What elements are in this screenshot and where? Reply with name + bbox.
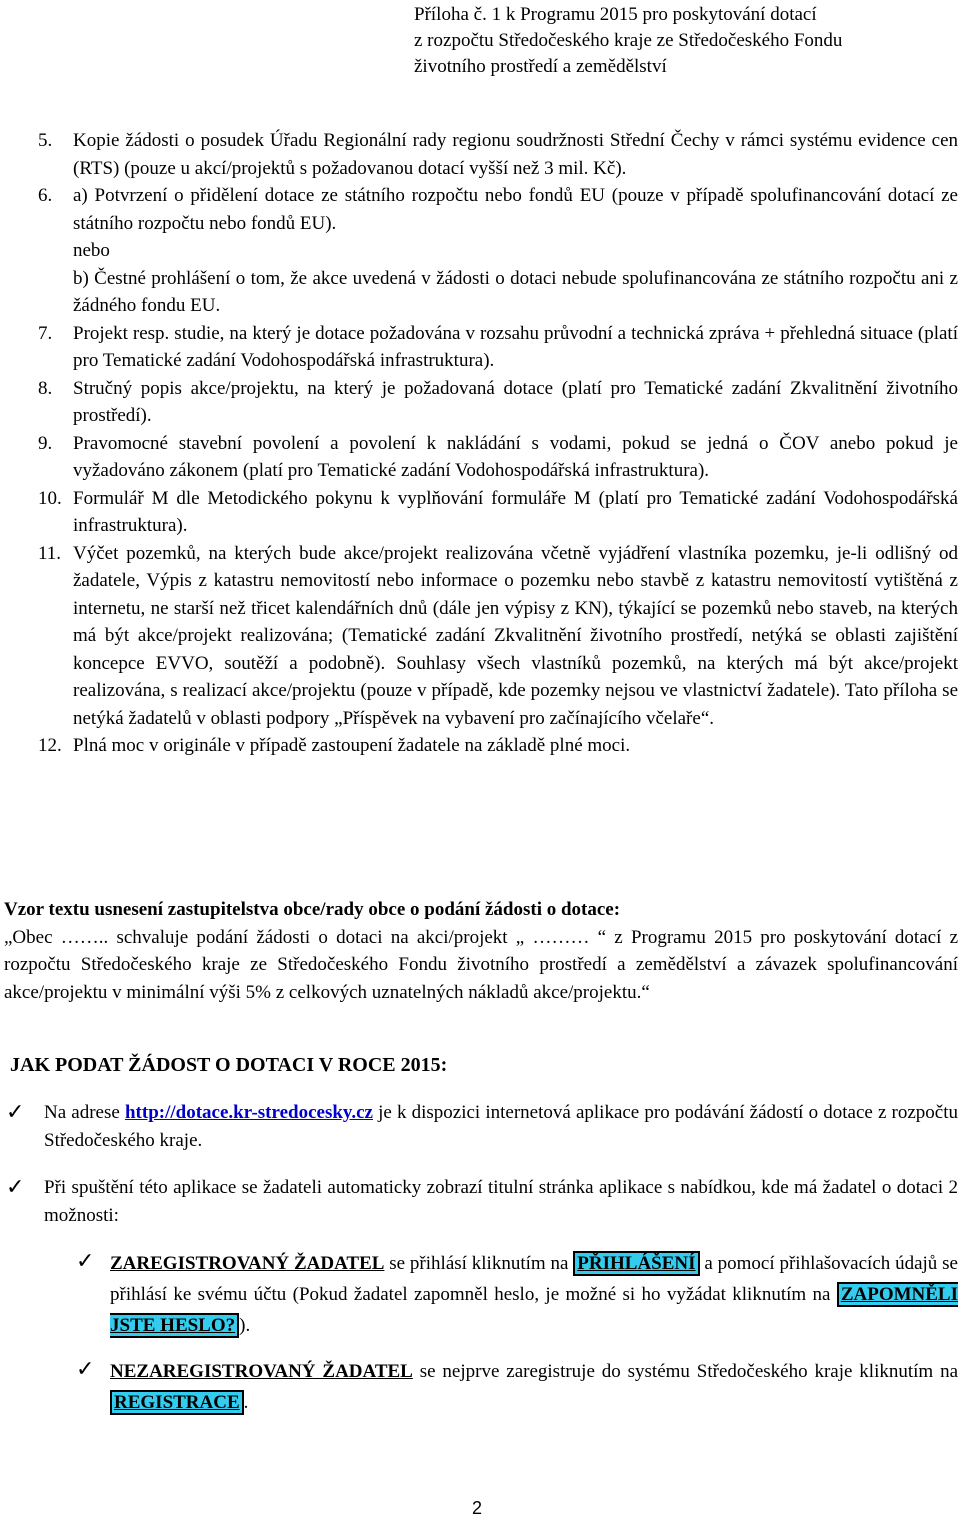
checkmark-icon: ✓ <box>76 1357 95 1382</box>
list-item <box>6 485 958 540</box>
checkmark-icon: ✓ <box>6 1175 25 1200</box>
list-item <box>6 540 958 733</box>
howto-subitem <box>76 1248 958 1341</box>
howto-item-text: Na adrese http://dotace.kr-stredocesky.cz je k dispozici internetová aplikace pro podávání žádostí o dotace z rozpočtu Středočeského kraje. <box>44 1102 958 1151</box>
howto-item <box>6 1099 958 1155</box>
howto-subitem-text: NEZAREGISTROVANÝ ŽADATEL se nejprve zaregistruje do systému Středočeského kraje kliknutím na REGISTRACE . <box>110 1361 959 1413</box>
header-line: z rozpočtu Středočeského kraje ze Středočeského Fondu <box>414 30 843 51</box>
forgot-password-button[interactable]: ZAPOMNĚLI JSTE HESLO? <box>110 1284 958 1336</box>
item-number: 10. <box>38 487 62 509</box>
item-text: Pravomocné stavební povolení a povolení k nakládání s vodami, pokud se jedná o ČOV anebo pokud je vyžadováno zákonem (platí pro Tematické zadání Vodohospodářská infrastruktura). <box>73 432 958 481</box>
howto-item <box>6 1174 958 1230</box>
item-text-part-a: a) Potvrzení o přidělení dotace ze státního rozpočtu nebo fondů EU (pouze v případě spolufinancování dotací ze státního rozpočtu nebo fondů EU). <box>73 185 958 234</box>
header-note <box>414 2 956 80</box>
item-text: Projekt resp. studie, na který je dotace požadována v rozsahu průvodní a technická zpráva + přehledná situace (platí pro Tematické zadání Vodohospodářská infrastruktura). <box>73 322 958 371</box>
list-item <box>6 375 958 430</box>
list-item <box>6 320 958 375</box>
attachments-list <box>6 127 958 760</box>
item-text <box>73 182 958 320</box>
list-item <box>6 732 958 760</box>
register-button[interactable]: REGISTRACE <box>110 1390 244 1415</box>
howto-subitem-text: ZAREGISTROVANÝ ŽADATEL se přihlásí kliknutím na PŘIHLÁŠENÍ a pomocí přihlašovacích údajů se přihlásí ke svému účtu (Pokud žadatel zapomněl heslo, je možné si ho vyžádat kliknutím na ZAPOMNĚLI JSTE HESLO? ). <box>110 1253 958 1336</box>
list-item <box>6 430 958 485</box>
list-item <box>6 127 958 182</box>
item-text: Plná moc v originále v případě zastoupení žadatele na základě plné moci. <box>73 735 631 756</box>
resolution-body: „Obec …….. schvaluje podání žádosti o dotaci na akci/projekt „ ……… “ z Programu 2015 pro poskytování dotací z rozpočtu Středočeského kraje ze Středočeského Fondu životního prostředí a zemědělství a závazek spolufinancování akce/projektu v minimální výši 5% z celkových uznatelných nákladů akce/projektu.“ <box>4 926 958 1003</box>
registered-applicant-label: ZAREGISTROVANÝ ŽADATEL <box>110 1253 385 1274</box>
item-text: Formulář M dle Metodického pokynu k vyplňování formuláře M (platí pro Tematické zadání Vodohospodářská infrastruktura). <box>73 487 958 536</box>
page-number: 2 <box>472 1498 483 1518</box>
resolution-template <box>4 896 958 1006</box>
resolution-title: Vzor textu usnesení zastupitelstva obce/rady obce o podání žádosti o dotace: <box>4 899 621 920</box>
howto-subitem <box>76 1356 958 1418</box>
item-text: Stručný popis akce/projektu, na který je požadovaná dotace (platí pro Tematické zadání Zkvalitnění životního prostředí). <box>73 377 958 426</box>
unregistered-applicant-label: NEZAREGISTROVANÝ ŽADATEL <box>110 1361 413 1382</box>
item-text: Kopie žádosti o posudek Úřadu Regionální rady regionu soudržnosti Střední Čechy v rámci systému evidence cen (RTS) (pouze u akcí/projektů s požadovanou dotací vyšší než 3 mil. Kč). <box>73 130 958 179</box>
dotace-link[interactable]: http://dotace.kr-stredocesky.cz <box>124 1102 373 1123</box>
item-text-or: nebo <box>73 240 110 261</box>
checkmark-icon: ✓ <box>76 1249 95 1274</box>
item-text: Výčet pozemků, na kterých bude akce/projekt realizována včetně vyjádření vlastníka pozemku, je-li odlišný od žadatele, Výpis z katastru nemovitostí nebo informace o pozemku nebo stavbě z katastru nemovitostí vytištěná z internetu, ne starší než třicet kalendářních dnů (dále jen výpisy z KN), týkající se pozemků nebo staveb, na kterých má být akce/projekt realizována; (Tematické zadání Zkvalitnění životního prostředí, netýká se oblasti zajištění koncepce EVVO, soutěží a podobně). Souhlasy všech vlastníků pozemků, na kterých má být akce/projekt realizována, s realizací akce/projektu (pouze v případě, kde pozemky nejsou ve vlastnictví žadatele). Tato příloha se netýká žadatelů v oblasti podpory „Příspěvek na vybavení pro začínajícího včelaře“. <box>73 542 958 729</box>
item-number: 12. <box>38 735 62 756</box>
item-number: 7. <box>38 322 53 344</box>
list-item <box>6 182 958 320</box>
header-line: Příloha č. 1 k Programu 2015 pro poskytování dotací <box>414 4 817 25</box>
item-number: 11. <box>38 542 62 564</box>
item-number: 9. <box>38 432 53 454</box>
item-number: 5. <box>38 130 53 151</box>
howto-title: JAK PODAT ŽÁDOST O DOTACI V ROCE 2015: <box>10 1054 448 1076</box>
item-number: 6. <box>38 185 53 206</box>
howto-item-text: Při spuštění této aplikace se žadateli automaticky zobrazí titulní stránka aplikace s nabídkou, kde má žadatel o dotaci 2 možnosti: <box>44 1177 958 1226</box>
checkmark-icon: ✓ <box>6 1100 25 1125</box>
item-text-part-b: b) Čestné prohlášení o tom, že akce uvedená v žádosti o dotaci nebude spolufinancována ze státního rozpočtu ani z žádného fondu EU. <box>73 267 958 316</box>
item-number: 8. <box>38 377 53 399</box>
login-button[interactable]: PŘIHLÁŠENÍ <box>573 1251 699 1276</box>
header-line: životního prostředí a zemědělství <box>414 56 667 77</box>
